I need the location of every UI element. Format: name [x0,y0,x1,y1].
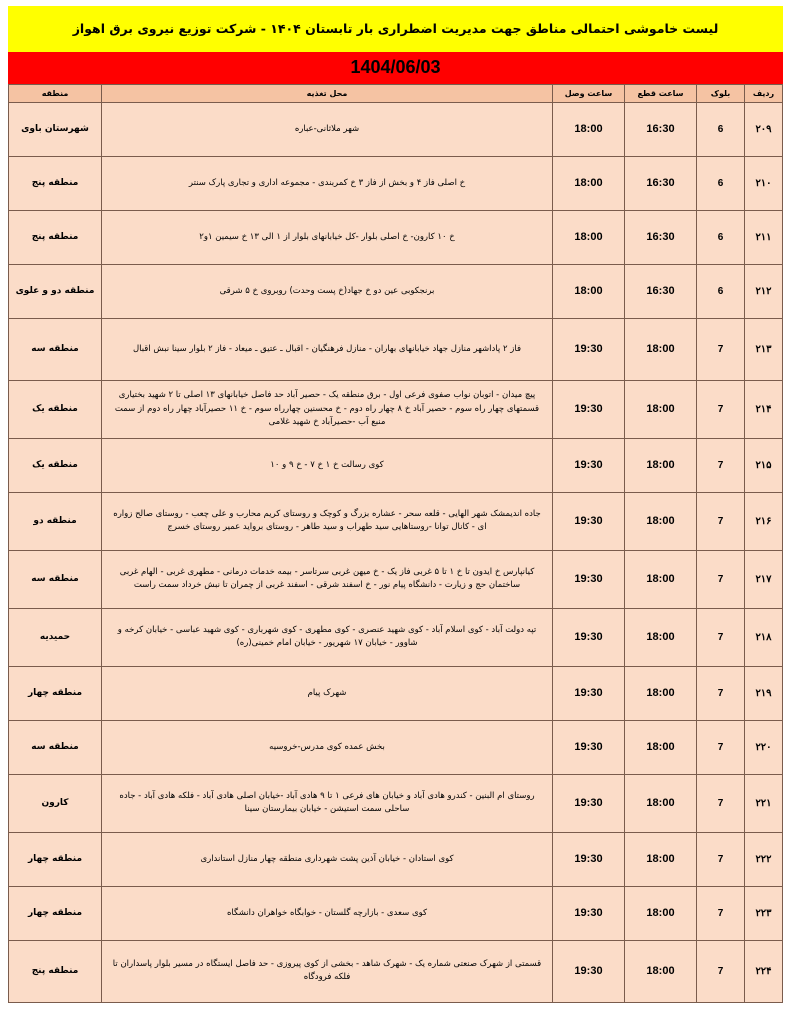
cell-block: 7 [697,492,745,550]
cell-block: 6 [697,156,745,210]
cell-cut-time: 16:30 [625,156,697,210]
cell-region: منطقه پنج [9,940,102,1002]
cell-block: 7 [697,774,745,832]
column-header-radif: ردیف [745,84,783,102]
cell-radif: ۲۱۷ [745,550,783,608]
table-row [9,264,783,318]
cell-connect-time: 18:00 [553,102,625,156]
cell-connect-time: 19:30 [553,492,625,550]
cell-radif: ۲۱۵ [745,438,783,492]
cell-cut-time: 18:00 [625,492,697,550]
column-header-cut-time: ساعت قطع [625,84,697,102]
cell-place: شهرک پیام [102,666,553,720]
cell-region: منطقه سه [9,550,102,608]
column-header-place: محل تغذیه [102,84,553,102]
cell-region: منطقه دو [9,492,102,550]
cell-radif: ۲۰۹ [745,102,783,156]
cell-place: قسمتی از شهرک صنعتی شماره یک - شهرک شاهد - بخشی از کوی پیروزی - حد فاصل ایستگاه در مسیر بلوار پاسداران تا فلکه فرودگاه [102,940,553,1002]
cell-cut-time: 16:30 [625,264,697,318]
cell-radif: ۲۲۴ [745,940,783,1002]
cell-region: حمیدیه [9,608,102,666]
cell-connect-time: 19:30 [553,608,625,666]
cell-cut-time: 18:00 [625,608,697,666]
cell-radif: ۲۱۱ [745,210,783,264]
cell-region: منطقه دو و علوی [9,264,102,318]
cell-region: شهرستان باوی [9,102,102,156]
cell-connect-time: 19:30 [553,720,625,774]
cell-block: 6 [697,102,745,156]
cell-block: 7 [697,720,745,774]
cell-block: 7 [697,832,745,886]
cell-block: 7 [697,940,745,1002]
cell-connect-time: 18:00 [553,210,625,264]
table-row [9,318,783,380]
cell-connect-time: 19:30 [553,550,625,608]
cell-region: کارون [9,774,102,832]
cell-connect-time: 18:00 [553,156,625,210]
cell-connect-time: 19:30 [553,940,625,1002]
cell-block: 7 [697,666,745,720]
cell-region: منطقه چهار [9,886,102,940]
cell-cut-time: 16:30 [625,102,697,156]
header-row [9,84,783,102]
cell-connect-time: 19:30 [553,318,625,380]
table-row [9,438,783,492]
cell-region: منطقه چهار [9,666,102,720]
cell-place: پیچ میدان - اتوبان نواب صفوی فرعی اول - برق منطقه یک - حصیر آباد حد فاصل خیابانهای ۱۳ اصلی تا ۲ شهید بختیاری قسمتهای چهار راه سوم - حصیر آباد خ ۸ چهار راه دوم - خ محسنین چهارراه سوم - خ ۱۱ حصیرآباد چهار راه دوم از سمت منبع آب -حصیرآباد خ شهید غلامی [102,380,553,438]
cell-cut-time: 18:00 [625,886,697,940]
cell-place: برنجکوبی عین دو خ جهاد(خ پست وحدت) روبروی خ ۵ شرقی [102,264,553,318]
table-row [9,832,783,886]
table-body [9,102,783,1002]
cell-region: منطقه چهار [9,832,102,886]
cell-region: منطقه سه [9,318,102,380]
cell-radif: ۲۱۰ [745,156,783,210]
cell-connect-time: 19:30 [553,438,625,492]
cell-connect-time: 19:30 [553,832,625,886]
cell-place: خ ۱۰ کارون- خ اصلی بلوار -کل خیابانهای بلوار از ۱ الی ۱۳ خ سیمین ۱و۲ [102,210,553,264]
cell-radif: ۲۲۲ [745,832,783,886]
cell-radif: ۲۱۶ [745,492,783,550]
table-row [9,550,783,608]
cell-connect-time: 19:30 [553,886,625,940]
table-row [9,940,783,1002]
cell-region: منطقه یک [9,438,102,492]
table-row [9,720,783,774]
table-row [9,608,783,666]
table-row [9,774,783,832]
cell-block: 7 [697,886,745,940]
page-title: لیست خاموشی احتمالی مناطق جهت مدیریت اضطراری بار تابستان ۱۴۰۴ - شرکت توزیع نیروی برق اهواز [8,6,783,52]
table-row [9,666,783,720]
cell-block: 7 [697,380,745,438]
cell-connect-time: 19:30 [553,666,625,720]
cell-region: منطقه یک [9,380,102,438]
cell-cut-time: 18:00 [625,940,697,1002]
cell-block: 7 [697,438,745,492]
column-header-block: بلوک [697,84,745,102]
cell-place: فاز ۲ پاداشهر منازل جهاد خیابانهای بهاران - منازل فرهنگیان - اقبال ـ عتیق ـ میعاد - فاز ۲ بلوار سینا نبش اقبال [102,318,553,380]
schedule-date: 1404/06/03 [8,52,783,84]
cell-cut-time: 18:00 [625,774,697,832]
cell-radif: ۲۱۸ [745,608,783,666]
cell-place: خ اصلی فاز ۴ و بخش از فاز ۳ خ کمربندی - مجموعه اداری و تجاری پارک سنتر [102,156,553,210]
cell-radif: ۲۱۴ [745,380,783,438]
cell-radif: ۲۲۳ [745,886,783,940]
column-header-connect-time: ساعت وصل [553,84,625,102]
cell-place: جاده اندیمشک شهر الهایی - قلعه سحر - عشاره بزرگ و کوچک و روستای کریم محارب و علی چعب - روستای صالح زواره ای - کانال توانا -روستاهایی سید طهراب و سید طاهر - روستای برواید عمیر روستای خسرج [102,492,553,550]
cell-place: کیانپارس خ ایدون تا خ ۱ تا ۵ غربی فاز یک - خ میهن غربی سرتاسر - بیمه خدمات درمانی - مطهری غربی - الهام غربی ساختمان حج و زیارت - دانشگاه پیام نور - خ اسفند شرقی - اسفند غربی از چمران تا نبش خرداد سمت راست [102,550,553,608]
table-row [9,492,783,550]
cell-region: منطقه سه [9,720,102,774]
cell-connect-time: 18:00 [553,264,625,318]
cell-block: 7 [697,550,745,608]
cell-place: کوی سعدی - بازارچه گلستان - خوابگاه خواهران دانشگاه [102,886,553,940]
cell-place: بخش عمده کوی مدرس-خروسیه [102,720,553,774]
cell-block: 7 [697,318,745,380]
cell-cut-time: 18:00 [625,666,697,720]
cell-place: روستای ام البنین - کندرو هادی آباد و خیابان های فرعی ۱ تا ۹ هادی آباد -خیابان اصلی هادی آباد - فلکه هادی آباد - جاده ساحلی سمت استیشن - خیابان بیمارستان سینا [102,774,553,832]
cell-cut-time: 18:00 [625,832,697,886]
cell-radif: ۲۱۹ [745,666,783,720]
cell-cut-time: 18:00 [625,720,697,774]
cell-connect-time: 19:30 [553,774,625,832]
table-row [9,210,783,264]
cell-cut-time: 18:00 [625,318,697,380]
cell-place: تپه دولت آباد - کوی اسلام آباد - کوی شهید عنصری - کوی مطهری - کوی شهرباری - کوی شهید عباسی - خیابان کرخه و شاوور - خیابان ۱۷ شهریور - خیابان امام خمینی(ره) [102,608,553,666]
table-row [9,886,783,940]
cell-cut-time: 18:00 [625,438,697,492]
table-row [9,102,783,156]
cell-radif: ۲۲۰ [745,720,783,774]
cell-block: 7 [697,608,745,666]
cell-cut-time: 16:30 [625,210,697,264]
cell-block: 6 [697,264,745,318]
cell-region: منطقه پنج [9,156,102,210]
cell-region: منطقه پنج [9,210,102,264]
table-row [9,380,783,438]
cell-radif: ۲۱۳ [745,318,783,380]
table-row [9,156,783,210]
cell-connect-time: 19:30 [553,380,625,438]
cell-place: کوی استادان - خیابان آذین پشت شهرداری منطقه چهار منازل استانداری [102,832,553,886]
cell-radif: ۲۱۲ [745,264,783,318]
cell-block: 6 [697,210,745,264]
cell-place: شهر ملاثانی-عباره [102,102,553,156]
cell-cut-time: 18:00 [625,550,697,608]
cell-place: کوی رسالت خ ۱ خ ۷ - خ ۹ و ۱۰ [102,438,553,492]
cell-radif: ۲۲۱ [745,774,783,832]
cell-cut-time: 18:00 [625,380,697,438]
outage-table [8,84,783,1003]
column-header-region: منطقه [9,84,102,102]
table-header [9,84,783,102]
